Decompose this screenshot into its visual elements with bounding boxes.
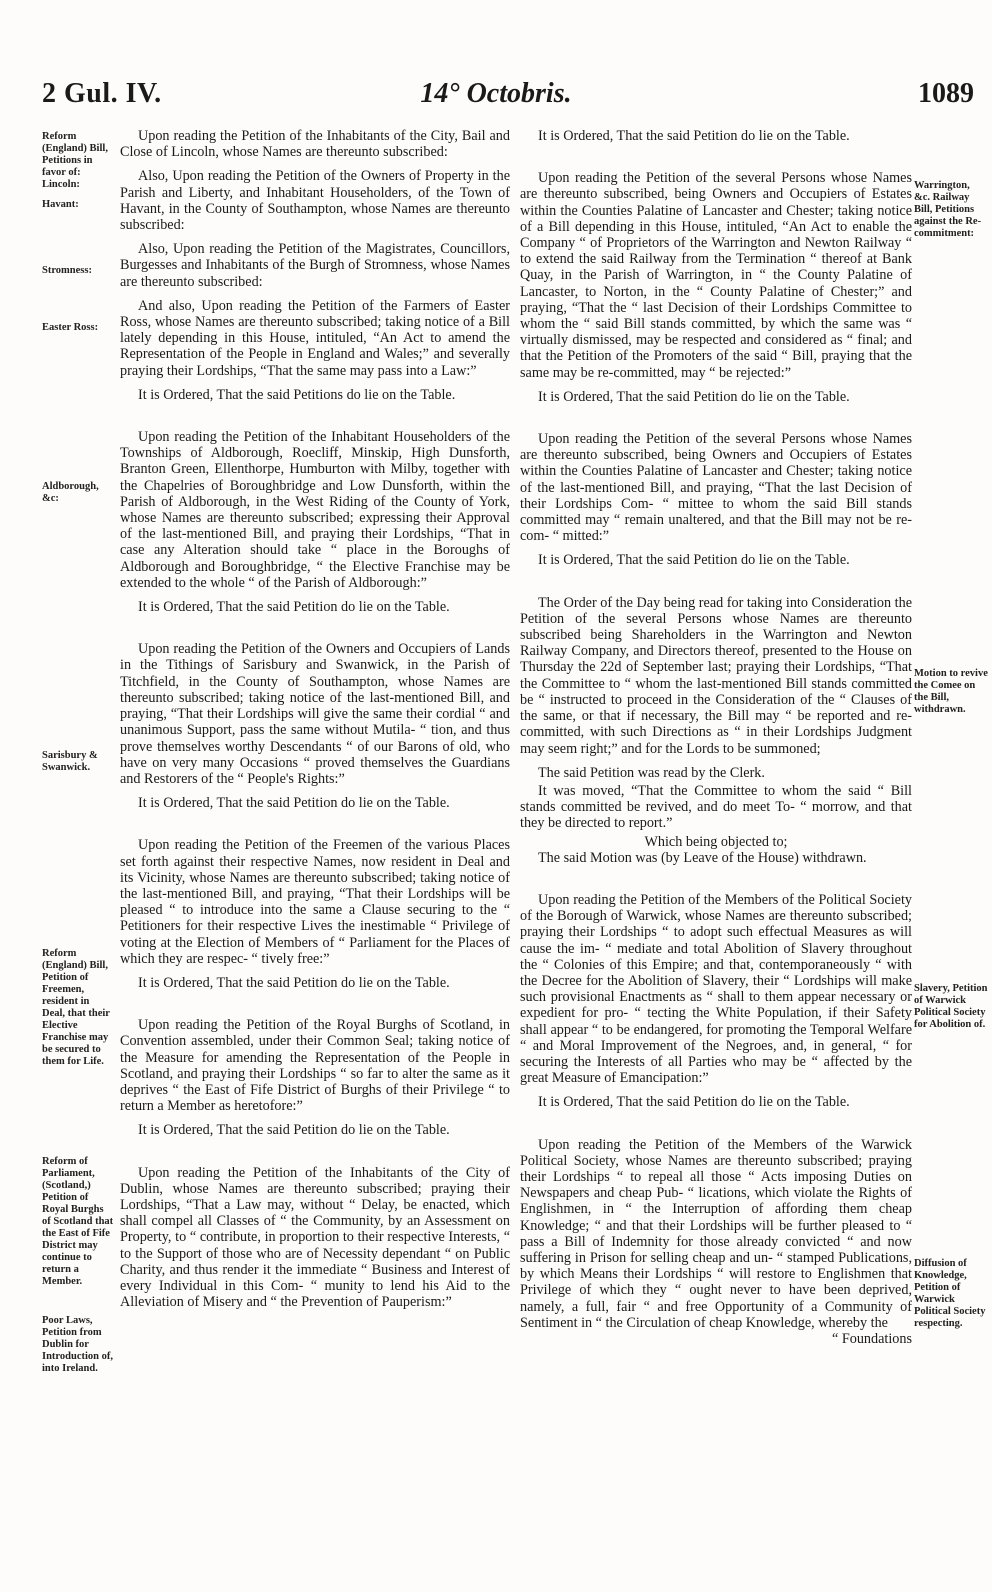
order-line: It is Ordered, That the said Petitions do lie on the Table. xyxy=(138,386,456,403)
order-line: It is Ordered, That the said Petition do lie on the Table. xyxy=(538,1094,850,1111)
margin-note-slavery: Slavery, Petition of Warwick Political Society for Abolition of. xyxy=(914,983,988,1030)
order-line: It is Ordered, That the said Petition do lie on the Table. xyxy=(138,795,450,812)
order-line: It is Ordered, That the said Petition do lie on the Table. xyxy=(138,1122,450,1139)
margin-note-havant: Havant: xyxy=(42,199,79,210)
paragraph: Upon reading the Petition of the several Persons whose Names are thereunto subscribed, being Owners and Occupiers of Estates within the Counties Palatine of Lancaster and Chester; taking notice of a Bill depending in this House, intituled, “An Act to enable the Company “ of Proprietors of the Warrington and Newton Railway “ to extend the said Railway from the Termination “ thereof at Bank Quay, in the Parish of Warrington, in “ the County Palatine of Lancaster, to Norton, in the “ County Palatine of Chester;” and praying, “That the “ last Decision of their Lordships Committee to whom the “ said Bill stands committed, by which the same was “ virtually dismissed, may be respected and considered as “ final; and that the Petition of the Promoters of the said “ Bill, praying that the same may be re-committed, may “ be rejected:” xyxy=(520,170,912,381)
paragraph: And also, Upon reading the Petition of the Farmers of Easter Ross, whose Names are thereunto subscribed; taking notice of a Bill lately depending in this House, intituled, “An Act to amend the Representation of the People in England and Wales;” and severally praying their Lordships, “That the same may pass into a Law:” xyxy=(120,297,510,379)
order-line: It is Ordered, That the said Petition do lie on the Table. xyxy=(538,552,850,569)
paragraph: Upon reading the Petition of the Members of the Political Society of the Borough of Warwick, whose Names are thereunto subscribed; praying their Lordships “ to adopt such effectual Measures as will cause the im- “ mediate and total Abolition of Slavery throughout the “ Colonies of this Empire; and that, contemporaneously “ with the Decree for the Abolition of Slavery, their “ Lordships will make such provisional Enactments as “ shall to them appear necessary or expedient for pro- “ tecting the White Population, if their Safety shall appear “ to be endangered, for promoting the Temporal Welfare “ and Moral Improvement of the Negroes, and, in general, “ for securing the Interests of all Parties who may be “ affected by the great Measure of Emancipation:” xyxy=(520,891,912,1087)
margin-note-easter-ross: Easter Ross: xyxy=(42,322,99,333)
paragraph: Upon reading the Petition of the Inhabitants of the City, Bail and Close of Lincoln, whose Names are thereunto subscribed: xyxy=(120,128,510,161)
paragraph: Upon reading the Petition of the Inhabitants of the City of Dublin, whose Names are thereunto subscribed; praying their Lordships, “That a Law may, without “ Delay, be enacted, which shall compel all Classes of “ the Community, by an Assessment on Property, to “ contribute, in proportion to their respective Interests, “ to the Support of those who are of Necessity dependant “ on Public Charity, and thus render it the immediate “ Business and Interest of every Individual in this Com- “ munity to lend his Aid to the Alleviation of Misery and “ the Prevention of Pauperism:” xyxy=(120,1164,510,1311)
margin-note-motion: Motion to revive the Comee on the Bill, withdrawn. xyxy=(914,668,988,715)
margin-note-knowledge: Diffusion of Knowledge, Petition of Warwick Political Society respecting. xyxy=(914,1258,986,1329)
paragraph: Upon reading the Petition of the Royal Burghs of Scotland, in Convention assembled, under their Common Seal; taking notice of the Measure for amending the Representation of the People in Scotland, and praying their Lordships “ so far to alter the same as it deprives “ the East of Fife District of Burghs of their Privilege “ to return a Member as heretofore:” xyxy=(120,1017,510,1115)
order-line: It is Ordered, That the said Petition do lie on the Table. xyxy=(538,128,850,144)
margin-note-stromness: Stromness: xyxy=(42,265,92,276)
margin-note-poor-laws: Poor Laws, Petition from Dublin for Introduction of, into Ireland. xyxy=(42,1315,113,1374)
margin-note-sarisbury: Sarisbury & Swanwick. xyxy=(42,750,98,773)
catchword: “ Foundations xyxy=(832,1331,912,1347)
paragraph: Upon reading the Petition of the Owners and Occupiers of Lands in the Tithings of Sarisbury and Swanwick, in the Parish of Titchfield, in the County of Southampton, whose Names are thereunto subscribed; taking notice of the last-mentioned Bill, and praying, “That their Lordships will give the same their cordial “ and unanimous Support, pass the same without Mutila- “ tion, and thus prove themselves worthy Descendants “ of our Barons of old, who have on very many Occasions “ proved themselves the Guardians and Restorers of the “ People's Rights:” xyxy=(120,641,510,787)
margin-note-aldborough: Aldborough, &c: xyxy=(42,481,99,504)
order-line: It is Ordered, That the said Petition do lie on the Table. xyxy=(138,974,450,991)
margin-note-deal: Reform (England) Bill, Petition of Freemen, resident in Deal, that their Elective Franchise may be secured to them for Life. xyxy=(42,948,110,1067)
paragraph: Upon reading the Petition of the several Persons whose Names are thereunto subscribed, being Owners and Occupiers of Estates within the Counties Palatine of Lancaster and Chester; taking notice of the last-mentioned Bill, and praying, “That the last Decision of their Lordships Com- “ mittee to whom the said Bill stands committed may “ remain unaltered, and that the Bill may not be re-com- “ mitted:” xyxy=(520,431,912,545)
margin-note-lincoln: Reform (England) Bill, Petitions in favor of: Lincoln: xyxy=(42,131,108,190)
left-column xyxy=(120,128,510,1318)
paragraph: Upon reading the Petition of the Inhabitant Householders of the Townships of Aldborough, Roecliff, Minskip, High Dunsforth, Branton Green, Ellenthorpe, Humburton with Milby, together with the Chapelries of Boroughbridge and Low Dunsforth, within the Parish of Aldborough, in the West Riding of the County of York, whose Names are thereunto subscribed; expressing their Approval of the last-mentioned Bill, and praying their Lordships, “That in case any Alteration should take “ place in the Boroughs of Aldborough and Boroughbridge, “ the Elective Franchise may be extended to the whole “ of the Parish of Aldborough:” xyxy=(120,429,510,591)
page-header xyxy=(0,78,992,118)
order-line: It is Ordered, That the said Petition do lie on the Table. xyxy=(538,388,850,405)
right-column xyxy=(520,128,912,1347)
paragraph: It was moved, “That the Committee to whom the said “ Bill stands committed be revived, and do meet To- “ morrow, and that they be directed to report.” xyxy=(520,782,912,832)
margin-note-scotland: Reform of Parliament, (Scotland,) Petition of Royal Burghs of Scotland that the East of Fife District may continue to return a Member. xyxy=(42,1156,114,1287)
paragraph: Upon reading the Petition of the Freemen of the various Places set forth against their respective Names, now resident in Deal and its Vicinity, whose Names are thereunto subscribed; taking notice of the last-mentioned Bill, and praying, “That their Lordships will be pleased “ to introduce into the same a Clause securing to the “ Petitioners for their respective Lives the inestimable “ Privilege of voting at the Election of Members of “ Parliament for the Places of which they are respec- “ tively free:” xyxy=(120,837,510,967)
margin-note-warrington: Warrington, &c. Railway Bill, Petitions against the Re-commitment: xyxy=(914,180,982,239)
paragraph: The said Petition was read by the Clerk. xyxy=(538,764,765,781)
page-number: 1089 xyxy=(918,78,974,109)
paragraph: Also, Upon reading the Petition of the Owners of Property in the Parish and Liberty, and Inhabitant Householders, of the Town of Havant, in the County of Southampton, whose Names are thereunto subscribed: xyxy=(120,168,510,234)
paragraph: The Order of the Day being read for taking into Consideration the Petition of the several Persons whose Names are thereunto subscribed being Shareholders in the Warrington and Newton Railway Company, and Directors thereof, presented to the House on Thursday the 22d of September last; praying their Lordships, “That the Committee to “ whom the last-mentioned Bill stands committed be “ instructed to proceed in the Consideration of the “ Clauses of the same, or that if necessary, the Bill may “ be reported and re-committed, with such Directions as “ in their Lordships Judgment may seem right;” and for the Lords to be summoned; xyxy=(520,594,912,757)
order-line: It is Ordered, That the said Petition do lie on the Table. xyxy=(138,599,450,616)
objection-line: Which being objected to; xyxy=(644,833,788,850)
paragraph: The said Motion was (by Leave of the House) withdrawn. xyxy=(538,849,867,866)
page-date: 14° Octobris. xyxy=(420,78,572,109)
paragraph: Also, Upon reading the Petition of the Magistrates, Councillors, Burgesses and Inhabitants of the Burgh of Stromness, whose Names are thereunto subscribed: xyxy=(120,241,510,290)
paragraph: Upon reading the Petition of the Members of the Warwick Political Society, whose Names are thereunto subscribed; praying their Lordships “ to repeal all those “ Acts imposing Duties on Newspapers and cheap Pub- “ lications, which violate the Rights of Englishmen, in “ the Interruption of affording them cheap Knowledge; “ and that their Lordships will be further pleased to “ pass a Bill of Indemnity for those already convicted “ and now suffering in Prison for selling cheap and un- “ stamped Publications, by which Means their Lordships “ will restore to Englishmen that Privilege of which they “ ought never to have been deprived, namely, a full, fair “ and free Opportunity of a Community of Sentiment in “ the Circulation of cheap Knowledge, whereby the xyxy=(520,1136,912,1331)
regnal-year: 2 Gul. IV. xyxy=(42,78,162,109)
